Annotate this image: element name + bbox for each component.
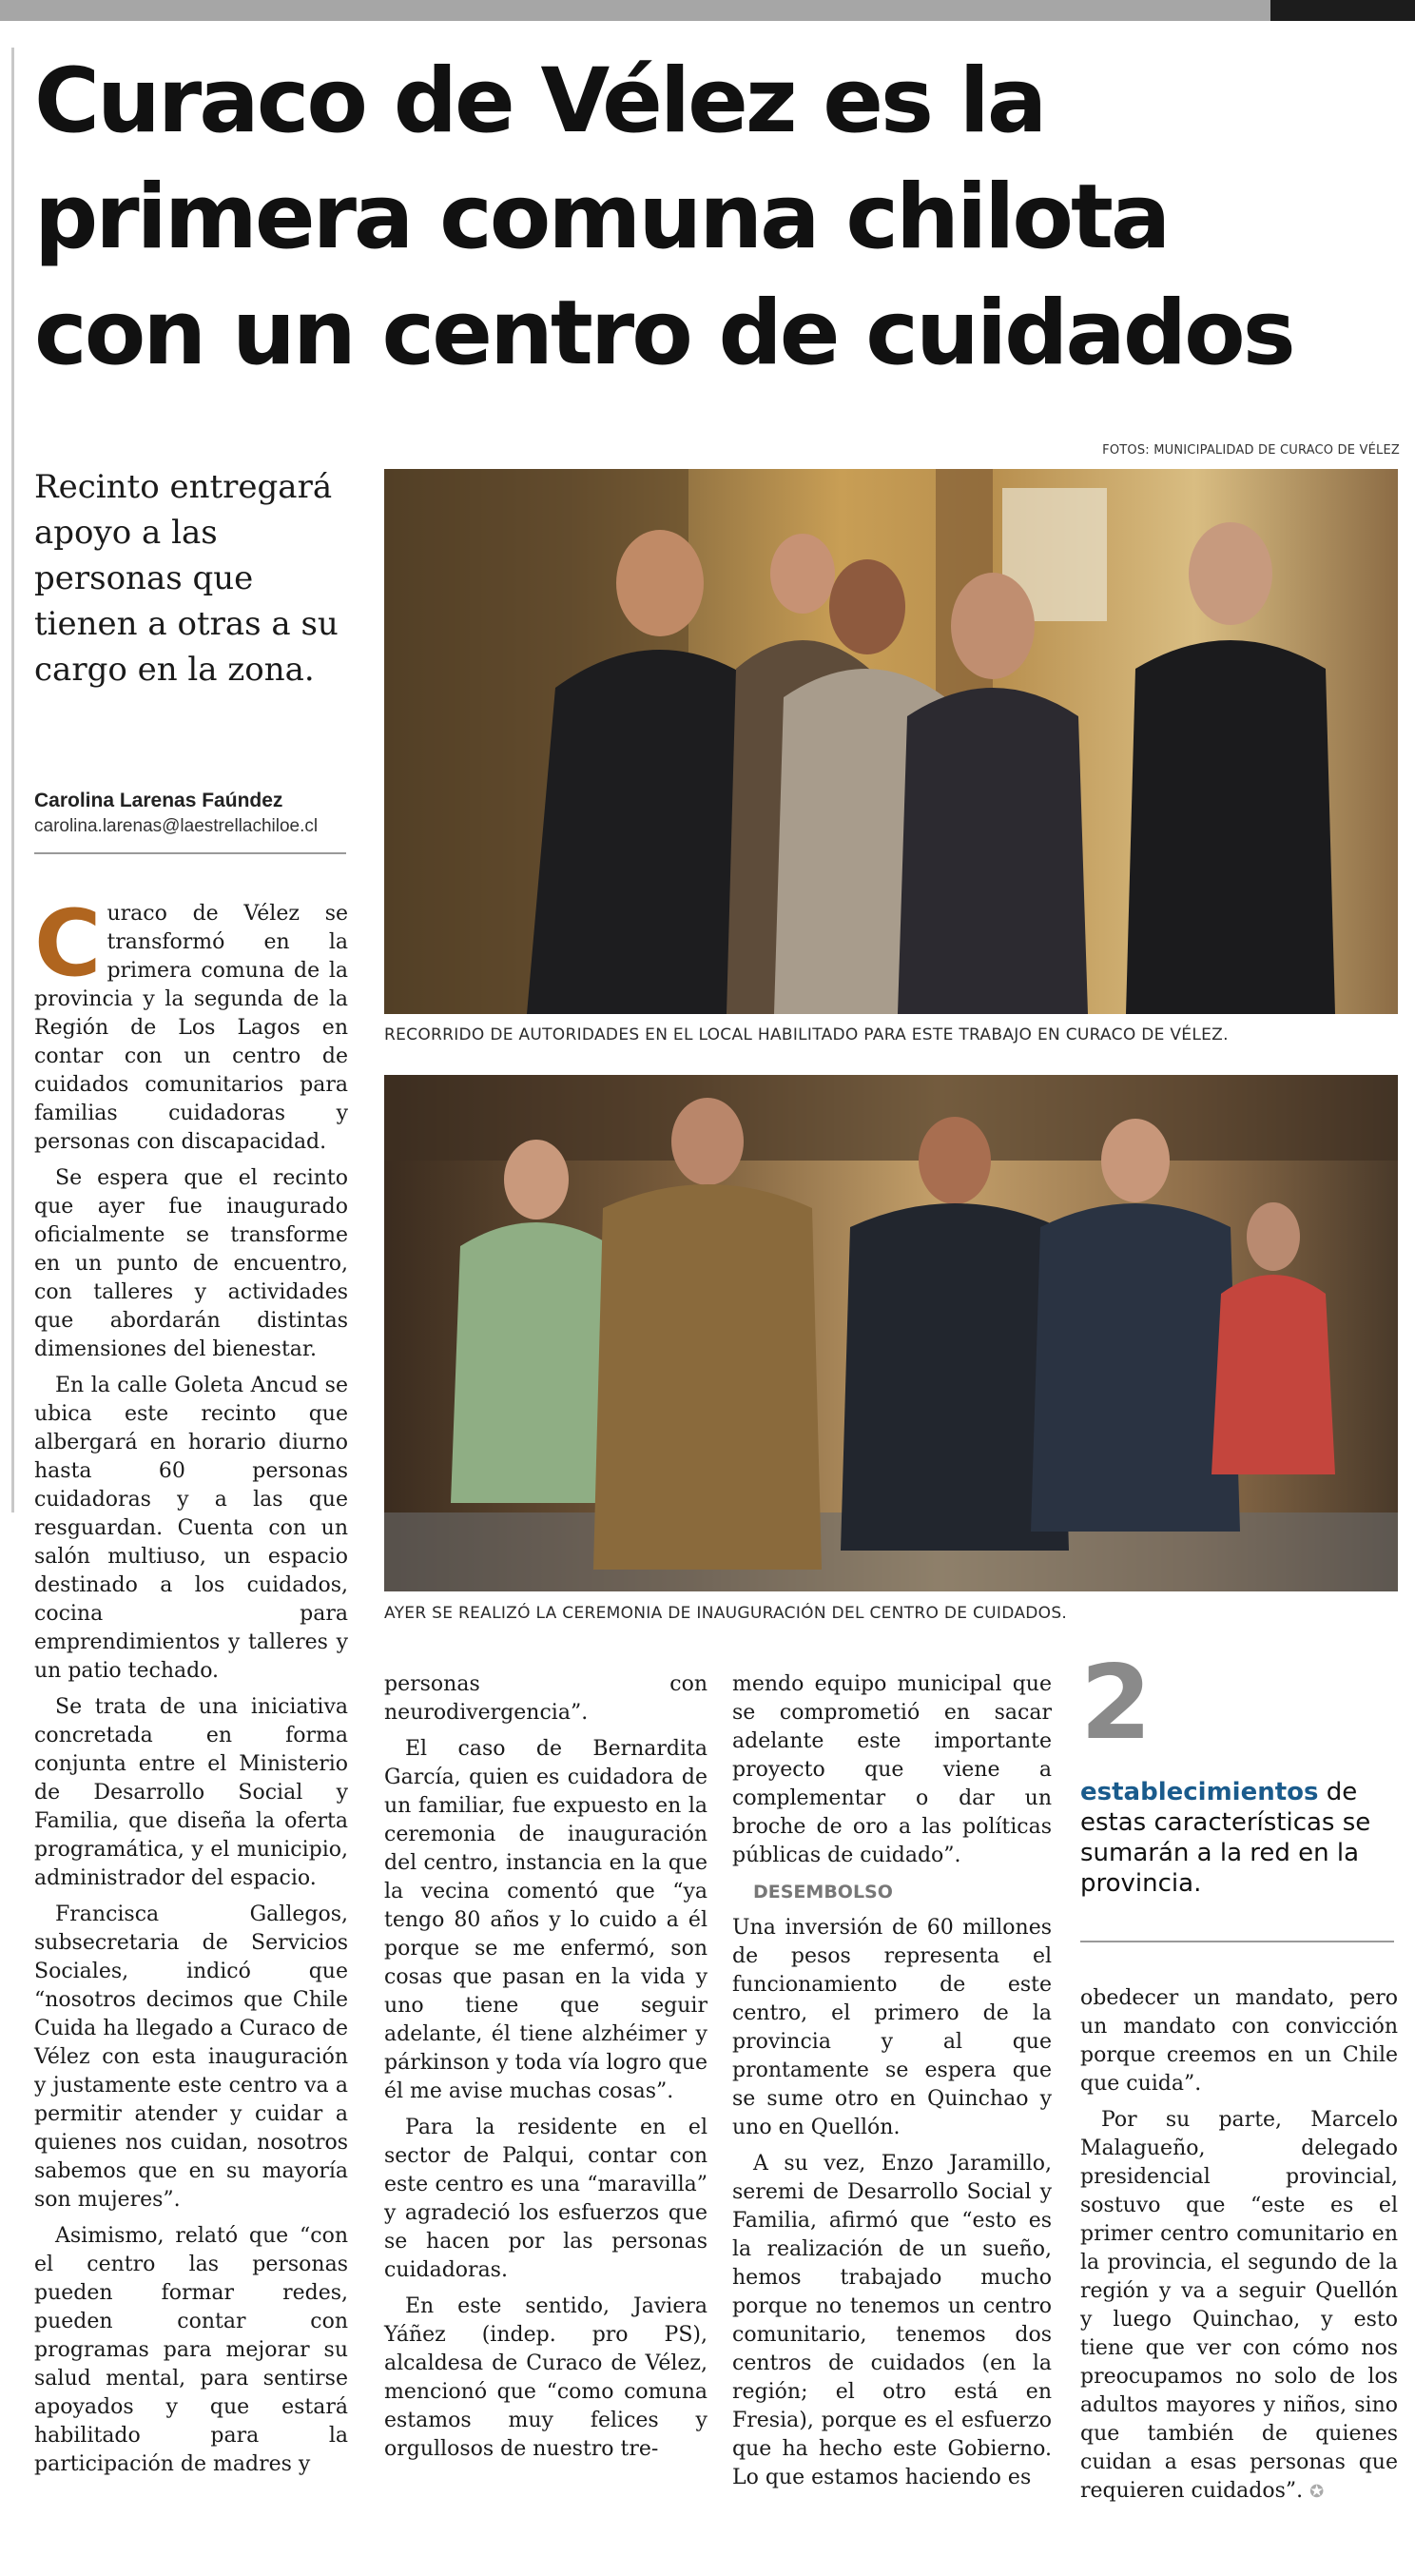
article-paragraph: Se trata de una iniciativa concretada en forma conjunta entre el Ministerio de Desarrollo Social y Familia, que diseña la oferta programática, y el municipio, administrador del espacio. [34,1695,348,1890]
headline [34,44,1404,392]
article-paragraph: El caso de Bernardita García, quien es cuidadora de un familiar, fue expuesto en la ceremonia de inauguración del centro, instancia en la que la vecina comentó que “ya tengo 80 años y lo cuido a él porque se me enfermó, son cosas que pasan en la vida y uno tiene que seguir adelante, él tiene alzhéimer y párkinson y toda vía logro que él me avise muchas cosas”. [384,1737,708,2103]
dropcap-letter: C [34,890,102,997]
top-dark-block [1270,0,1415,21]
factbox-body: de estas características se sumarán a la red en la provincia. [1080,1778,1371,1898]
left-margin-rule [11,48,14,1512]
article-paragraph: obedecer un mandato, pero un mandato con convicción porque creemos en un Chile que cuida”. [1080,1986,1398,2096]
article-paragraph: Para la residente en el sector de Palqui, contar con este centro es una “maravilla” y agradeció los esfuerzos que se hacen por las personas cuidadoras. [384,2116,708,2282]
article-paragraph: Francisca Gallegos, subsecretaria de Servicios Sociales, indicó que “nosotros decimos que Chile Cuida ha llegado a Curaco de Vélez con esta inauguración y justamente este centro va a permitir atender y cuidar a quienes nos cuidan, nosotros sabemos que en su mayoría son mujeres”. [34,1903,348,2212]
paragraph-text: Por su parte, Marcelo Malagueño, delegado presidencial provincial, sostuvo que “este es el primer centro comunitario en la provincia, el segundo de la región y va a seguir Quellón y luego Quinchao, y esto tiene que ver con cómo nos preocupamos no solo de los adultos mayores y niños, sino que también de quienes cuidan a esas personas que requieren cuidados”. [1080,2108,1398,2503]
author-email[interactable]: carolina.larenas@laestrellachiloe.cl [34,816,319,836]
top-color-bar [0,0,1415,21]
article-column-3 [732,1670,1052,2500]
author-divider [34,852,346,854]
article-paragraph: Asimismo, relató que “con el centro las personas pueden formar redes, pueden contar con programas para mejorar su salud mental, para sentirse apoyados y que estará habilitado para la participación de madres y [34,2224,348,2476]
author-name: Carolina Larenas Faúndez [34,790,283,811]
photo-officials-tour [384,469,1398,1014]
headline-line-1: Curaco de Vélez es la [34,49,1045,153]
end-mark-icon: ✪ [1309,2482,1325,2502]
article-paragraph: Una inversión de 60 millones de pesos representa el funcionamiento de este centro, el primero de la provincia y al que prontamente se espera que se sume otro en Quinchao y uno en Quellón. [732,1916,1052,2139]
factbox-text [1080,1777,1394,1899]
section-subhead: DESEMBOLSO [753,1882,893,1903]
factbox-highlight: establecimientos [1080,1778,1319,1806]
article-column-2 [384,1670,708,2471]
photo1-caption: RECORRIDO DE AUTORIDADES EN EL LOCAL HABILITADO PARA ESTE TRABAJO EN CURACO DE VÉLEZ. [384,1025,1229,1044]
article-paragraph: Se espera que el recinto que ayer fue inaugurado oficialmente se transforme en un punto de encuentro, con talleres y actividades que abordarán distintas dimensiones del bienestar. [34,1166,348,1361]
photo2-caption: AYER SE REALIZÓ LA CEREMONIA DE INAUGURACIÓN DEL CENTRO DE CUIDADOS. [384,1604,1068,1623]
paragraph-text: uraco de Vélez se transformó en la primera comuna de la provincia y la segunda de la Región de Los Lagos en contar con un centro de cuidados comunitarios para familias cuidadoras y personas con discapacidad. [34,902,348,1154]
factbox-number: 2 [1080,1644,1153,1763]
article-paragraph: personas con neurodivergencia”. [384,1672,708,1725]
photo-credit: FOTOS: MUNICIPALIDAD DE CURACO DE VÉLEZ [1102,443,1400,458]
article-paragraph: En este sentido, Javiera Yáñez (indep. pro PS), alcaldesa de Curaco de Vélez, mencionó que “como comuna estamos muy felices y orgullosos de nuestro tre- [384,2294,708,2461]
factbox-divider [1080,1941,1394,1942]
headline-line-2: primera comuna chilota [34,166,1169,269]
article-column-1 [34,890,348,2487]
article-paragraph: En la calle Goleta Ancud se ubica este recinto que albergará en horario diurno hasta 60 personas cuidadoras y a las que resguardan. Cuenta con un salón multiuso, un espacio destinado a los cuidados, cocina para emprendimientos y talleres y un patio techado. [34,1374,348,1683]
photo-inauguration-ceremony-illustration [384,1075,1398,1591]
deck-subtitle: Recinto entregará apoyo a las personas que tienen a otras a su cargo en la zona. [34,468,339,689]
photo-inauguration-ceremony [384,1075,1398,1591]
photo-officials-tour-illustration [384,469,1398,1014]
article-paragraph: A su vez, Enzo Jaramillo, seremi de Desarrollo Social y Familia, afirmó que “esto es la realización de un sueño, hemos trabajado mucho porque no tenemos un centro comunitario, tenemos dos centros de cuidados (en la región; el otro está en Fresia), porque es el esfuerzo que ha hecho este Gobierno. Lo que estamos haciendo es [732,2152,1052,2489]
article-paragraph: mendo equipo municipal que se comprometió en sacar adelante este importante proyecto que viene a complementar o dar un broche de oro a las políticas públicas de cuidado”. [732,1672,1052,1867]
article-paragraph [1080,2106,1398,2507]
headline-line-3: con un centro de cuidados [34,282,1293,385]
article-column-4 [1080,1984,1398,2514]
article-paragraph [34,890,348,1157]
